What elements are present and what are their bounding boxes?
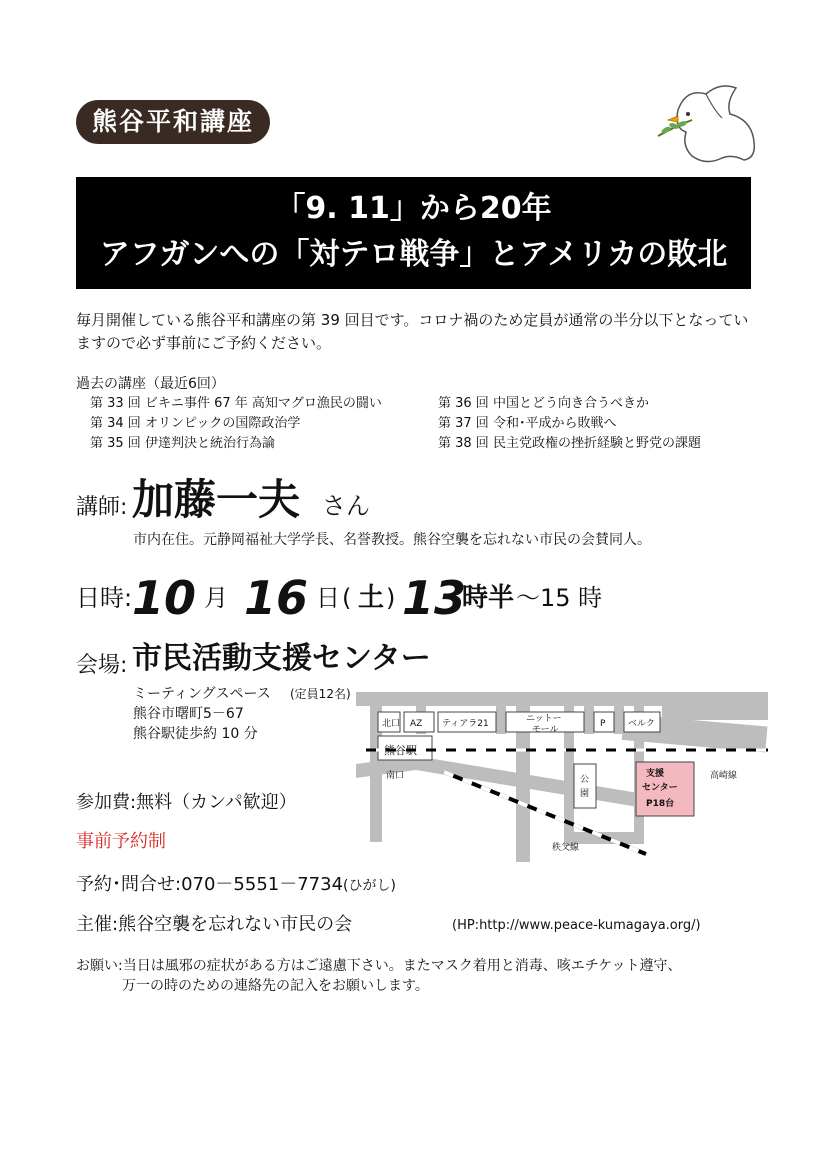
reservation-notice: 事前予約制 xyxy=(76,831,166,852)
lecturer-label: 講師: xyxy=(76,495,128,520)
map-tiara: ティアラ21 xyxy=(442,719,489,729)
venue-map xyxy=(356,692,768,862)
map-nitto-2: モール xyxy=(532,725,559,735)
request-line-1: お願い:当日は風邪の症状がある方はご遠慮下さい。またマスク着用と消毒、咳エチケット遵守、 xyxy=(76,958,682,974)
series-logo: 熊谷平和講座 xyxy=(76,100,270,144)
time-hour-unit: 時半 xyxy=(462,583,515,613)
contact-name: (ひがし) xyxy=(343,878,396,894)
map-center-2: センター xyxy=(642,783,678,793)
date-month: 10 xyxy=(132,571,197,625)
time-hour: 13 xyxy=(402,571,467,625)
date-day: 16 xyxy=(244,571,309,625)
past-lecture-35: 第 35 回 伊達判決と統治行為論 xyxy=(90,436,275,451)
map-nitto-1: ニットー xyxy=(526,714,562,724)
past-lecture-34: 第 34 回 オリンピックの国際政治学 xyxy=(90,416,301,431)
intro-text: 毎月開催している熊谷平和講座の第 39 回目です。コロナ禍のため定員が通常の半分以下となっていますので必ず事前にご予約ください。 xyxy=(76,311,749,352)
weekday: 土 xyxy=(358,583,385,613)
title-line-1: 「9. 11」から20年 xyxy=(275,191,552,226)
venue-address: 熊谷市曙町5－67 xyxy=(133,706,244,722)
venue-room: ミーティングスペース xyxy=(133,686,271,702)
title-line-2: アフガンへの「対テロ戦争」とアメリカの敗北 xyxy=(99,237,728,272)
fee-text: 参加費:無料（カンパ歓迎） xyxy=(76,792,297,813)
request-line-2: 万一の時のための連絡先の記入をお願いします。 xyxy=(122,978,429,994)
map-az: AZ xyxy=(410,719,423,729)
host-homepage: (HP:http://www.peace-kumagaya.org/) xyxy=(452,918,701,933)
host-text: 主催:熊谷空襲を忘れない市民の会 xyxy=(76,914,353,935)
request-text xyxy=(76,956,766,996)
dove-icon xyxy=(648,80,758,180)
time-end: ～15 時 xyxy=(516,584,603,612)
lecturer-name: 加藤一夫 xyxy=(132,475,301,524)
title-banner xyxy=(76,177,751,289)
map-belk: ベルク xyxy=(628,719,655,729)
weekday-open: ( xyxy=(342,584,352,612)
venue-capacity: (定員12名) xyxy=(290,687,351,701)
venue-name: 市民活動支援センター xyxy=(132,641,431,676)
map-south-exit: 南口 xyxy=(386,771,405,781)
past-lectures-title: 過去の講座（最近6回） xyxy=(76,376,225,392)
weekday-close: ) xyxy=(386,584,396,612)
past-lecture-37: 第 37 回 令和･平成から敗戦へ xyxy=(438,416,617,431)
map-park-1: 公 xyxy=(580,775,590,785)
date-day-unit: 日 xyxy=(316,584,340,612)
venue-access: 熊谷駅徒歩約 10 分 xyxy=(133,726,258,742)
map-park-2: 園 xyxy=(580,789,590,799)
map-chichibu-line: 秩父線 xyxy=(552,843,580,853)
lecturer-suffix: さん xyxy=(322,492,370,520)
map-station: 熊谷駅 xyxy=(384,744,417,757)
datetime-label: 日時: xyxy=(76,584,133,612)
map-center-1: 支援 xyxy=(646,769,665,779)
date-month-unit: 月 xyxy=(204,584,228,612)
past-lecture-33: 第 33 回 ビキニ事件 67 年 高知マグロ漁民の闘い xyxy=(90,396,382,411)
map-parking: P xyxy=(600,719,606,729)
past-lecture-36: 第 36 回 中国とどう向き合うべきか xyxy=(438,396,649,411)
past-lecture-38: 第 38 回 民主党政権の挫折経験と野党の課題 xyxy=(438,436,701,451)
contact-info xyxy=(76,872,396,899)
venue-label: 会場: xyxy=(76,653,128,678)
lecturer-description: 市内在住。元静岡福祉大学学長、名誉教授。熊谷空襲を忘れない市民の会賛同人。 xyxy=(133,532,651,548)
map-center-3: P18台 xyxy=(646,799,675,809)
map-takasaki-line: 高崎線 xyxy=(710,771,738,781)
contact-phone: 予約･問合せ:070－5551－7734 xyxy=(76,874,344,895)
map-north-exit: 北口 xyxy=(382,719,401,729)
